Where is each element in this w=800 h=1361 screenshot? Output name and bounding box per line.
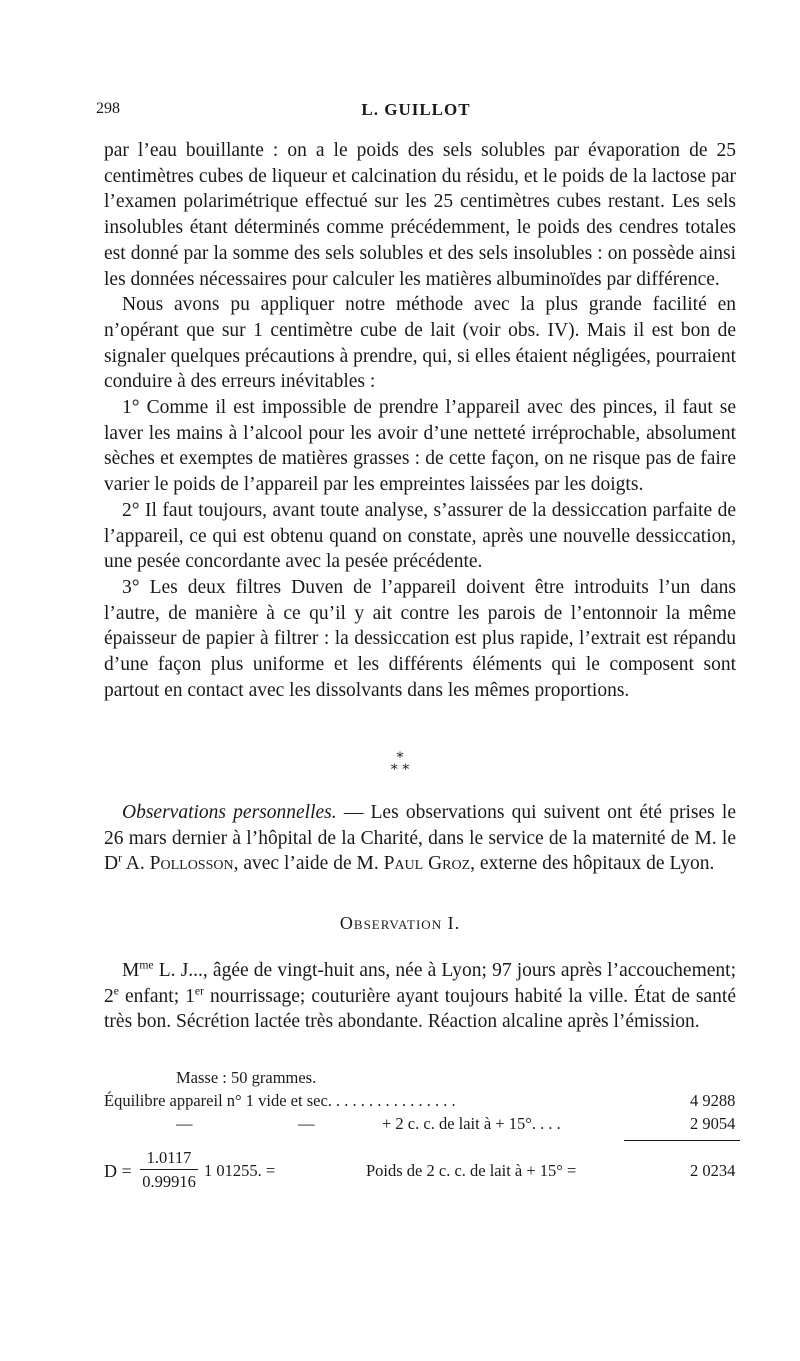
- sum-rule: [624, 1140, 740, 1141]
- formula-result: 1 01255. =: [204, 1161, 276, 1180]
- case-text-3: nourrissage; couturière ayant toujours habité la ville. État de santé très bon. Sécrétion lactée très abondante. Réaction alcaline après l’émission.: [104, 985, 736, 1033]
- case-description: [104, 958, 736, 1035]
- case-superscript-3: er: [194, 984, 204, 998]
- table-row-2: [104, 1114, 740, 1137]
- observations-text-3: , avec l’aide de M.: [233, 853, 384, 875]
- case-m-superscript: me: [139, 958, 154, 972]
- formula-lhs: D =: [104, 1161, 132, 1181]
- fraction-bar: [140, 1169, 198, 1170]
- body-text: [104, 138, 736, 703]
- asterism: [0, 752, 800, 776]
- formula-denominator: 0.99916: [142, 1172, 196, 1191]
- case-superscript-2: e: [113, 984, 119, 998]
- row3-label: Poids de 2 c. c. de lait à + 15° =: [366, 1161, 577, 1180]
- paragraph-4: 2° Il faut toujours, avant toute analyse, s’assurer de la dessiccation parfaite de l’appareil, ce qui est obtenu quand on constate, après une nouvelle dessiccation, une pesée concordante avec la pesée précédente.: [104, 499, 736, 573]
- case-paragraph: [104, 958, 736, 1035]
- row2-dash-1: —: [176, 1114, 193, 1133]
- observations-text-2: A.: [122, 853, 150, 875]
- observations-lead: Observations personnelles.: [122, 802, 337, 823]
- paragraph-5: 3° Les deux filtres Duven de l’appareil doivent être introduits l’un dans l’autre, de manière à ce qu’il y ait contre les parois de l’entonnoir la même épaisseur de papier à filtrer : la dessiccation est plus rapide, l’extrait est répandu d’une façon plus uniforme et les différents éléments qui le composent sont partout en contact avec les dissolvants dans les mêmes proportions.: [104, 576, 736, 701]
- page-number: 298: [96, 100, 120, 117]
- running-head: L. GUILLOT: [361, 100, 471, 119]
- paragraph-1: par l’eau bouillante : on a le poids des sels solubles par évaporation de 25 centimètres cubes de liqueur et calcination du résidu, et le poids de la lactose par l’examen polarimétrique effectué sur les 25 centimètres cubes restant. Les sels insolubles étant déterminés comme précédemment, le poids des cendres totales est donné par la somme des sels solubles et des sels insolubles : on possède ainsi les données nécessaires pour calculer les matières albuminoïdes par différence.: [104, 140, 736, 290]
- table-row-masse: [104, 1068, 740, 1091]
- masse-label: Masse : 50 grammes.: [176, 1068, 317, 1087]
- row2-value: 2 9054: [690, 1114, 736, 1133]
- observations-text-1: — Les observations qui suivent ont été prises le 26 mars dernier à l’hôpital de la Charité, dans le service de la maternité de M. le D: [104, 802, 736, 875]
- observation-heading: Observation I.: [339, 913, 461, 933]
- table-row-1: [104, 1091, 740, 1114]
- paragraph-2: Nous avons pu appliquer notre méthode avec la plus grande facilité en n’opérant que sur 1 centimètre cube de lait (voir obs. IV). Mais il est bon de signaler quelques précautions à prendre, qui, si elles étaient négligées, pourraient conduire à des erreurs inévitables :: [104, 294, 736, 393]
- observations-text-4: , externe des hôpitaux de Lyon.: [470, 853, 715, 875]
- observations-intro: [104, 800, 736, 877]
- asterism-bottom: * *: [390, 762, 410, 778]
- case-text-1: L. J..., âgée de vingt-huit ans, née à Lyon; 97 jours après l’accouchement; 2: [104, 960, 736, 1007]
- row1-value: 4 9288: [690, 1091, 736, 1110]
- asterism-top: *: [396, 750, 404, 766]
- formula-numerator: 1.0117: [146, 1148, 192, 1167]
- row3-value: 2 0234: [690, 1161, 736, 1180]
- doctor-superscript: r: [118, 851, 122, 865]
- density-formula: [104, 1148, 276, 1198]
- case-text-2: enfant; 1: [118, 985, 195, 1007]
- name-pollosson: Pollosson: [149, 853, 234, 875]
- row2-label: + 2 c. c. de lait à + 15°. . . .: [382, 1114, 561, 1133]
- page-header: [96, 100, 736, 122]
- row1-label: Équilibre appareil n° 1 vide et sec. . . . . . . . . . . . . . . .: [104, 1091, 456, 1110]
- name-paul-groz: Paul Groz: [383, 853, 471, 875]
- observations-paragraph: [104, 800, 736, 877]
- case-m: M: [122, 960, 140, 981]
- paragraph-3: 1° Comme il est impossible de prendre l’appareil avec des pinces, il faut se laver les mains à l’alcool pour les avoir d’une netteté irréprochable, absolument sèches et exemptes de matières grasses : de cette façon, on ne risque pas de faire varier le poids de l’appareil par les empreintes laissées par les doigts.: [104, 397, 736, 496]
- weighing-table: [104, 1068, 740, 1191]
- row2-dash-2: —: [298, 1114, 315, 1133]
